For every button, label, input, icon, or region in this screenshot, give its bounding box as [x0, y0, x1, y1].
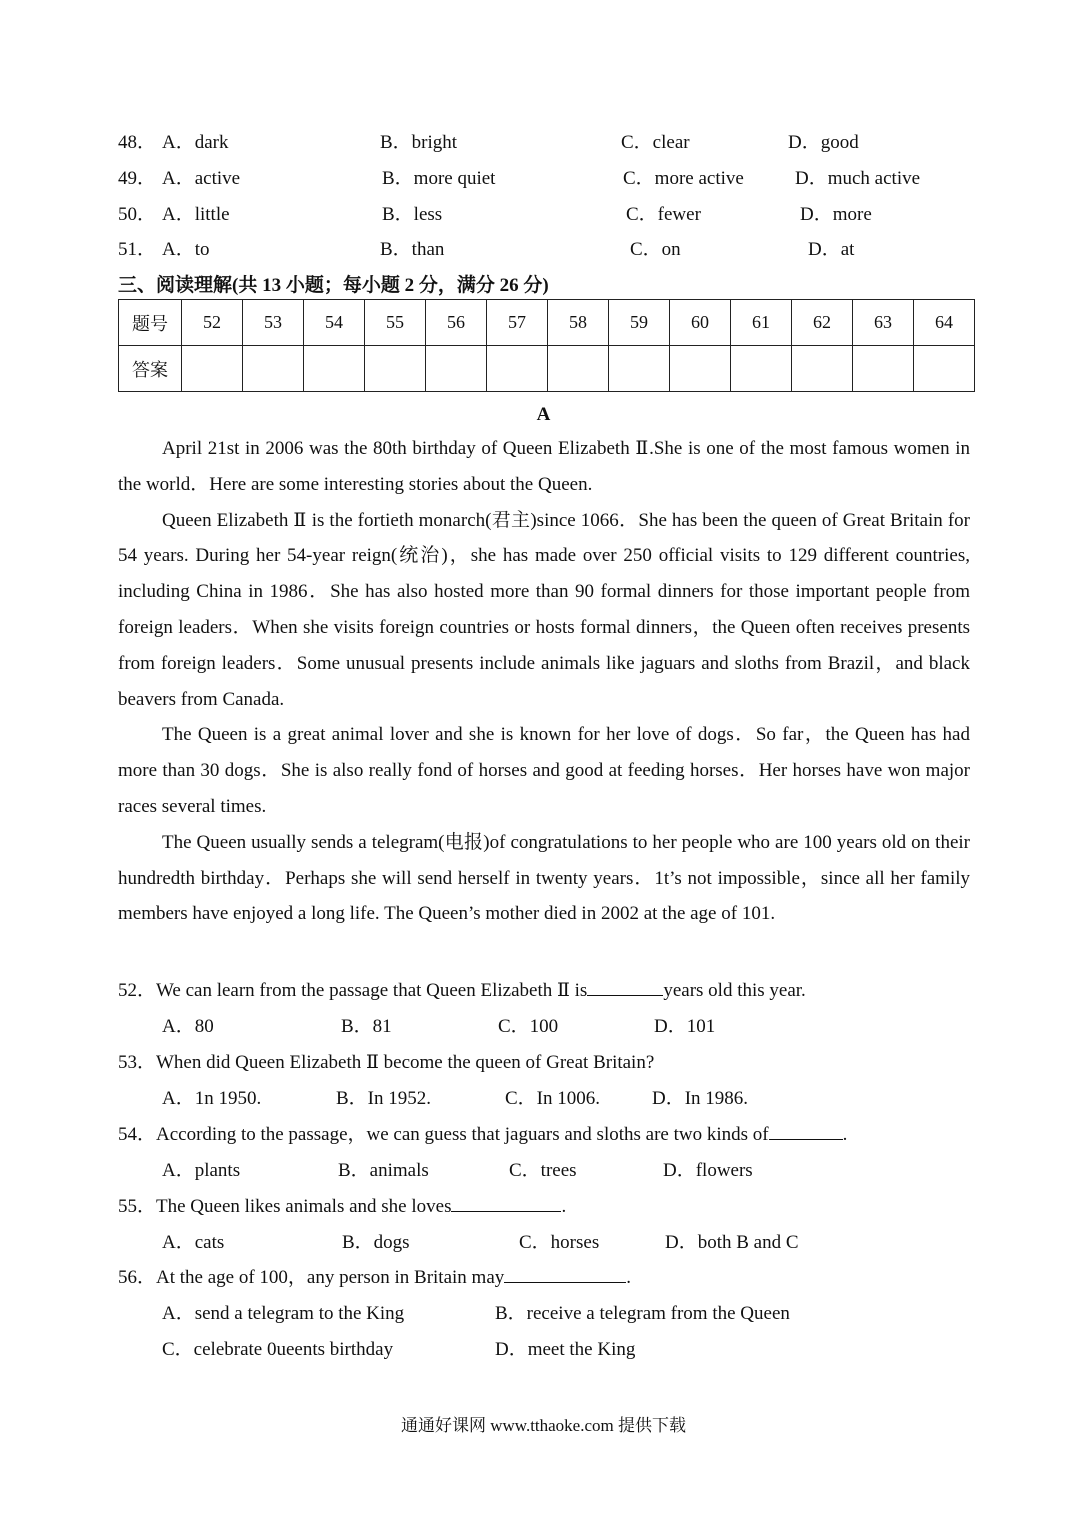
grid-number-cell: 62: [792, 300, 853, 346]
option-a: A．dark: [162, 132, 229, 153]
option-a: A．to: [162, 239, 210, 260]
grid-answer-cell[interactable]: [609, 346, 670, 392]
question-stem: 54．According to the passage，we can guess that jaguars and sloths are two kinds of: [118, 1124, 769, 1145]
question-52: [118, 975, 806, 1002]
option-d: D．good: [788, 132, 859, 153]
grid-answer-cell[interactable]: [548, 346, 609, 392]
passage-title: A: [536, 404, 551, 425]
choice-b: B．In 1952.: [336, 1088, 432, 1109]
grid-number-cell: 55: [365, 300, 426, 346]
grid-answer-cell[interactable]: [304, 346, 365, 392]
choice-c: C．In 1006.: [505, 1088, 601, 1109]
choice-d: D．101: [654, 1016, 716, 1037]
question-stem: 53．When did Queen Elizabeth Ⅱ become the queen of Great Britain?: [118, 1052, 655, 1073]
grid-number-cell: 53: [243, 300, 304, 346]
question-53: [118, 1047, 654, 1074]
paragraph: The Queen is a great animal lover and she is known for her love of dogs．So far，the Queen has had more than 30 dogs．She is also really fond of horses and good at feeding horses．Her horses have won major races several times.: [118, 724, 970, 817]
answer-blank: [769, 1121, 843, 1140]
grid-answer-cell[interactable]: [792, 346, 853, 392]
option-b: B．bright: [380, 132, 458, 153]
passage-body: [118, 431, 970, 932]
grid-answer-cell[interactable]: [365, 346, 426, 392]
question-number: 51．: [118, 239, 157, 260]
option-a: A．active: [162, 168, 241, 189]
question-55: [118, 1191, 566, 1218]
grid-number-cell: 60: [670, 300, 731, 346]
option-c: C．more active: [623, 168, 744, 189]
question-number: 49．: [118, 168, 157, 189]
grid-number-cell: 59: [609, 300, 670, 346]
choice-a: A．1n 1950.: [162, 1088, 262, 1109]
page-footer: 通通好课网 www.tthaoke.com 提供下载: [400, 1416, 687, 1435]
grid-answer-cell[interactable]: [731, 346, 792, 392]
option-b: B．more quiet: [382, 168, 496, 189]
answer-blank: [451, 1193, 561, 1212]
grid-number-cell: 52: [182, 300, 243, 346]
option-c: C．fewer: [626, 204, 701, 225]
choice-d: D．In 1986.: [652, 1088, 749, 1109]
question-stem: 55．The Queen likes animals and she loves: [118, 1196, 452, 1217]
choice-c: C．100: [498, 1016, 559, 1037]
question-56: [118, 1262, 631, 1289]
question-stem-end: .: [626, 1267, 632, 1288]
choice-d: D．meet the King: [495, 1339, 636, 1360]
choice-d: D．both B and C: [665, 1232, 799, 1253]
question-number: 50．: [118, 204, 157, 225]
grid-answer-row: [119, 346, 975, 392]
section-title: 三、阅读理解(共 13 小题；每小题 2 分，满分 26 分): [118, 275, 549, 296]
grid-answer-cell[interactable]: [670, 346, 731, 392]
option-d: D．more: [800, 204, 872, 225]
grid-answer-cell[interactable]: [914, 346, 975, 392]
question-stem: 52．We can learn from the passage that Queen Elizabeth Ⅱ is: [118, 980, 588, 1001]
answer-blank: [504, 1264, 626, 1283]
option-c: C．clear: [621, 132, 690, 153]
option-b: B．than: [380, 239, 445, 260]
grid-answer-cell[interactable]: [243, 346, 304, 392]
paragraph: April 21st in 2006 was the 80th birthday of Queen Elizabeth Ⅱ.She is one of the most famous women in the world．Here are some interesting stories about the Queen.: [118, 438, 970, 495]
answer-grid: [118, 299, 975, 392]
question-stem-end: .: [842, 1124, 848, 1145]
grid-answer-cell[interactable]: [853, 346, 914, 392]
question-54: [118, 1119, 847, 1146]
answer-blank: [587, 977, 663, 996]
grid-number-cell: 64: [914, 300, 975, 346]
grid-row-label: 题号: [119, 300, 182, 346]
option-a: A．little: [162, 204, 230, 225]
grid-answer-cell[interactable]: [487, 346, 548, 392]
choice-b: B．animals: [338, 1160, 429, 1181]
option-d: D．at: [808, 239, 855, 260]
choice-c: C．horses: [519, 1232, 600, 1253]
paragraph: The Queen usually sends a telegram(电报)of congratulations to her people who are 100 years old on their hundredth birthday．Perhaps she will send herself in twenty years．1t’s not impossible，since all her family members have enjoyed a long life. The Queen’s mother died in 2002 at the age of 101.: [118, 831, 970, 925]
question-number: 48．: [118, 132, 157, 153]
grid-number-row: [119, 300, 975, 346]
choice-a: A．cats: [162, 1232, 225, 1253]
option-b: B．less: [382, 204, 443, 225]
choice-a: A．80: [162, 1016, 214, 1037]
grid-number-cell: 58: [548, 300, 609, 346]
grid-number-cell: 54: [304, 300, 365, 346]
choice-b: B．dogs: [342, 1232, 410, 1253]
option-d: D．much active: [795, 168, 921, 189]
grid-row-label: 答案: [119, 346, 182, 392]
choice-b: B．receive a telegram from the Queen: [495, 1303, 790, 1324]
question-stem-end: .: [561, 1196, 567, 1217]
grid-number-cell: 63: [853, 300, 914, 346]
grid-number-cell: 56: [426, 300, 487, 346]
choice-c: C．celebrate 0ueents birthday: [162, 1339, 394, 1360]
choice-b: B．81: [341, 1016, 392, 1037]
paragraph: Queen Elizabeth Ⅱ is the fortieth monarch(君主)since 1066．She has been the queen of Great Britain for 54 years. During her 54-year reign(统治)，she has made over 250 official visits to 129 different countries, including China in 1986．She has also hosted more than 90 formal dinners for those important people from foreign leaders．When she visits foreign countries or hosts formal dinners，the Queen often receives presents from foreign leaders．Some unusual presents include animals like jaguars and sloths from Brazil，and black beavers from Canada.: [118, 509, 970, 710]
choice-a: A．send a telegram to the King: [162, 1303, 405, 1324]
option-c: C．on: [630, 239, 681, 260]
choice-d: D．flowers: [663, 1160, 753, 1181]
grid-answer-cell[interactable]: [426, 346, 487, 392]
grid-answer-cell[interactable]: [182, 346, 243, 392]
choice-a: A．plants: [162, 1160, 241, 1181]
grid-number-cell: 61: [731, 300, 792, 346]
choice-c: C．trees: [509, 1160, 577, 1181]
question-stem: 56．At the age of 100，any person in Britain may: [118, 1267, 505, 1288]
grid-number-cell: 57: [487, 300, 548, 346]
question-stem-end: years old this year.: [663, 980, 806, 1001]
